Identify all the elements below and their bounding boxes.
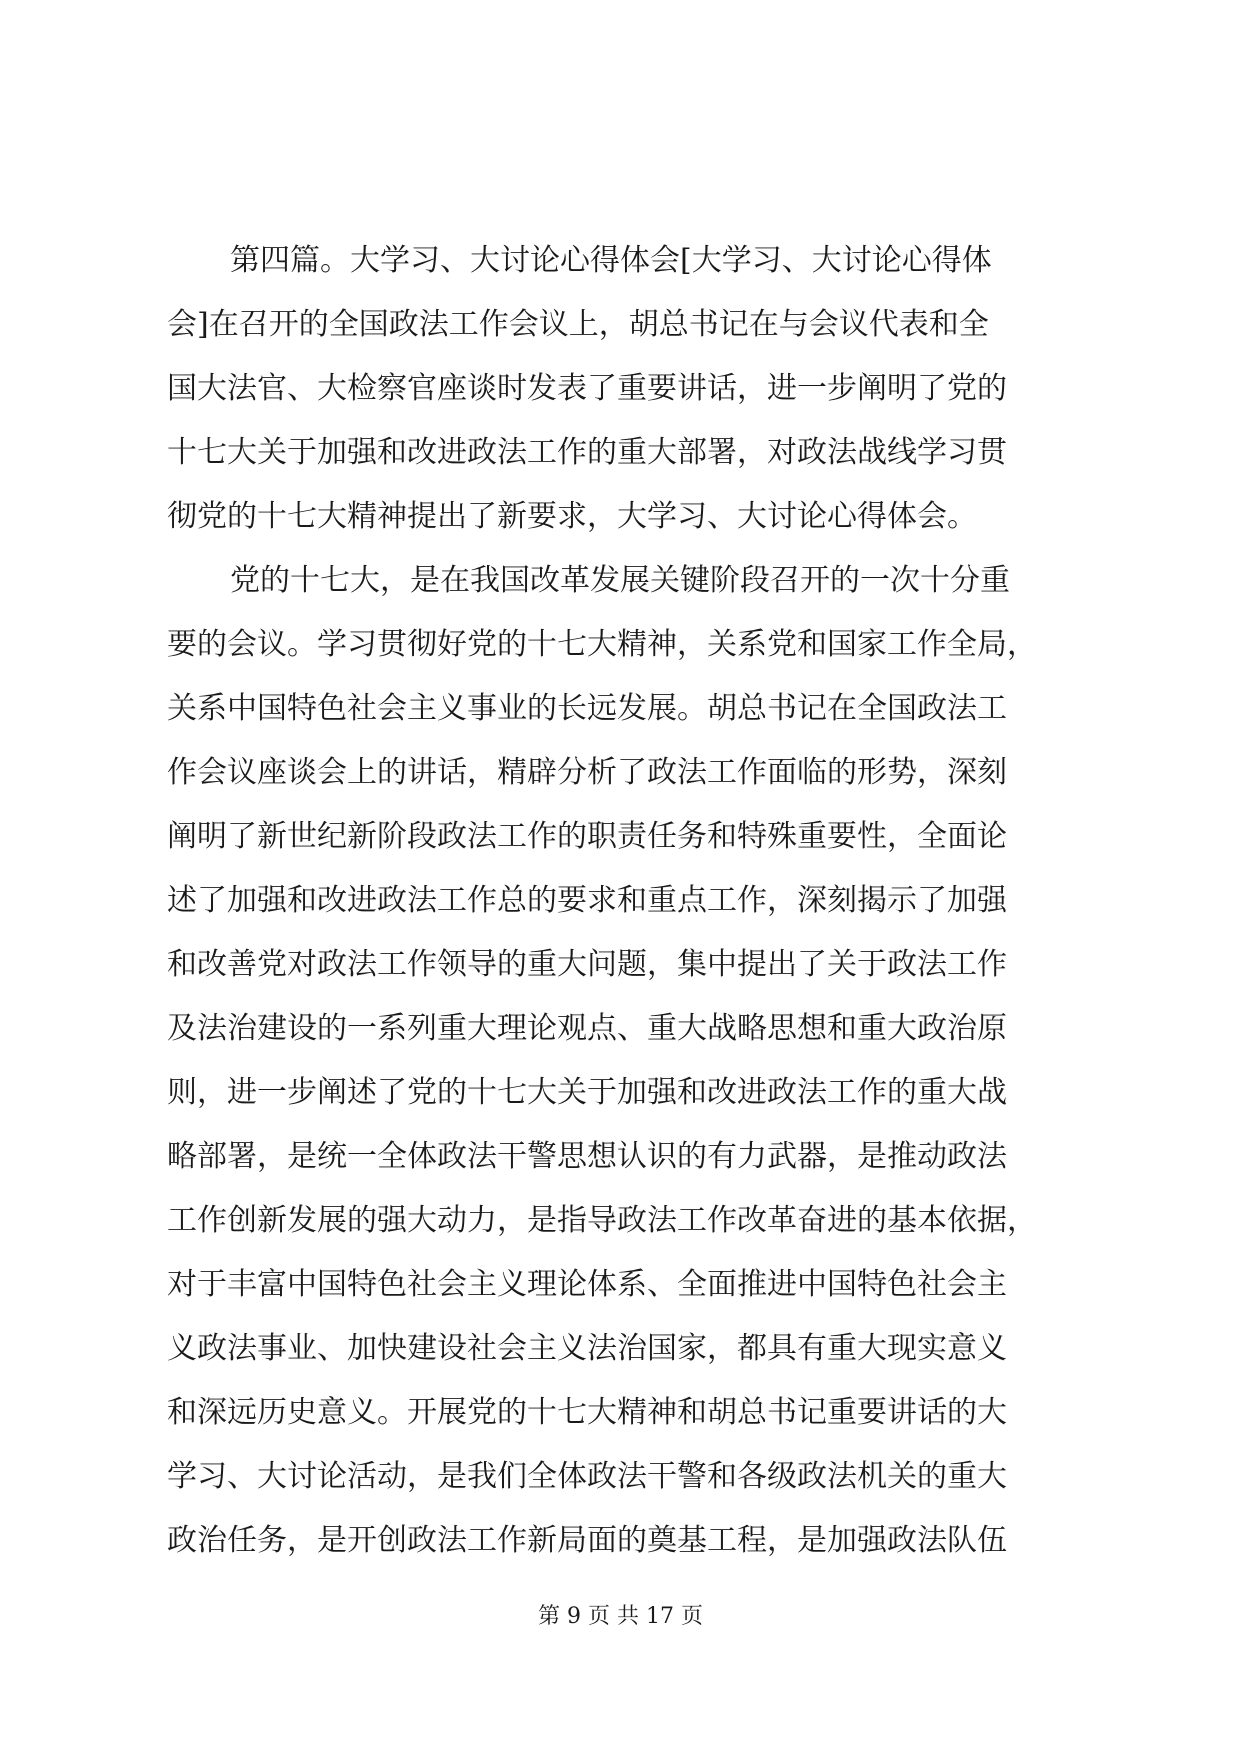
page-number-footer: 第 9 页 共 17 页	[538, 1604, 703, 1629]
paragraph-line: 彻党的十七大精神提出了新要求，大学习、大讨论心得体会。	[167, 499, 977, 534]
paragraph-line: 则，进一步阐述了党的十七大关于加强和改进政法工作的重大战	[167, 1075, 1007, 1110]
paragraph-line: 阐明了新世纪新阶段政法工作的职责任务和特殊重要性，全面论	[167, 819, 1007, 854]
paragraph-line: 国大法官、大检察官座谈时发表了重要讲话，进一步阐明了党的	[167, 371, 1007, 406]
paragraph-line: 党的十七大，是在我国改革发展关键阶段召开的一次十分重	[230, 563, 1010, 598]
paragraph-line: 政治任务，是开创政法工作新局面的奠基工程，是加强政法队伍	[167, 1523, 1007, 1558]
paragraph-line: 会]在召开的全国政法工作会议上，胡总书记在与会议代表和全	[167, 307, 989, 342]
document-body	[167, 229, 1077, 1573]
paragraph-line: 学习、大讨论活动，是我们全体政法干警和各级政法机关的重大	[167, 1459, 1007, 1494]
paragraph-1	[167, 229, 1077, 549]
paragraph-line: 第四篇。大学习、大讨论心得体会[大学习、大讨论心得体	[230, 243, 992, 278]
paragraph-line: 述了加强和改进政法工作总的要求和重点工作，深刻揭示了加强	[167, 883, 1007, 918]
paragraph-2	[167, 549, 1077, 1573]
paragraph-line: 和改善党对政法工作领导的重大问题，集中提出了关于政法工作	[167, 947, 1007, 982]
paragraph-line: 十七大关于加强和改进政法工作的重大部署，对政法战线学习贯	[167, 435, 1007, 470]
paragraph-line: 对于丰富中国特色社会主义理论体系、全面推进中国特色社会主	[167, 1267, 1007, 1302]
paragraph-line: 和深远历史意义。开展党的十七大精神和胡总书记重要讲话的大	[167, 1395, 1007, 1430]
paragraph-line: 略部署，是统一全体政法干警思想认识的有力武器，是推动政法	[167, 1139, 1007, 1174]
paragraph-line: 工作创新发展的强大动力，是指导政法工作改革奋进的基本依据，	[167, 1203, 1037, 1238]
paragraph-line: 要的会议。学习贯彻好党的十七大精神，关系党和国家工作全局，	[167, 627, 1037, 662]
paragraph-line: 作会议座谈会上的讲话，精辟分析了政法工作面临的形势，深刻	[167, 755, 1007, 790]
paragraph-line: 义政法事业、加快建设社会主义法治国家，都具有重大现实意义	[167, 1331, 1007, 1366]
paragraph-line: 关系中国特色社会主义事业的长远发展。胡总书记在全国政法工	[167, 691, 1007, 726]
paragraph-line: 及法治建设的一系列重大理论观点、重大战略思想和重大政治原	[167, 1011, 1007, 1046]
